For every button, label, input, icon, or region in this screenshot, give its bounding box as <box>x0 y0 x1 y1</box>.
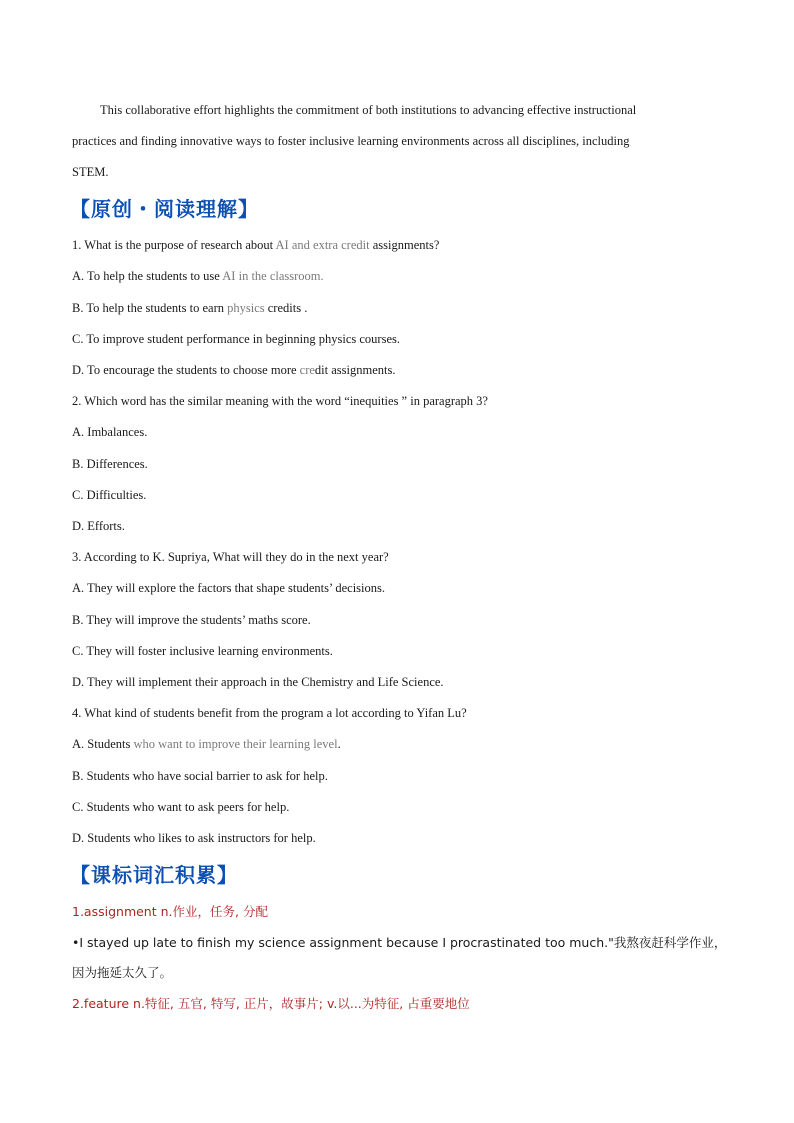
q3-option-b: B. They will improve the students’ maths score. <box>72 613 311 627</box>
q3-stem: 3. According to K. Supriya, What will they do in the next year? <box>72 550 389 564</box>
intro-line-2: practices and finding innovative ways to foster inclusive learning environments across all disciplines, including <box>72 134 630 148</box>
q2-option-a: A. Imbalances. <box>72 425 148 439</box>
q1-option-b-text: B. To help the students to earn <box>72 301 228 315</box>
q1-option-b-highlight: physics <box>227 301 265 315</box>
q2-option-b: B. Differences. <box>72 457 148 471</box>
q4-option-c: C. Students who want to ask peers for help. <box>72 800 290 814</box>
q1-stem-tail: assignments? <box>369 238 440 252</box>
vocab-term-1: 1.assignment n.作业，任务, 分配 <box>72 904 268 919</box>
q1-stem-highlight: AI and extra credit <box>275 238 370 252</box>
q4-option-a-tail: . <box>337 737 341 751</box>
q1-option-d-highlight: cre <box>299 363 315 377</box>
vocab-example-1: •I stayed up late to finish my science assignment because I procrastinated too much."我熬夜赶科学作业，因为拖延太久了。 <box>72 935 727 980</box>
vocab-term-2: 2.feature n.特征, 五官, 特写, 正片，故事片; v.以...为特征, 占重要地位 <box>72 996 470 1011</box>
section-heading-reading: 【原创・阅读理解】 <box>70 197 259 221</box>
q3-option-d: D. They will implement their approach in the Chemistry and Life Science. <box>72 675 444 689</box>
q1-option-b <box>72 300 307 316</box>
q1-stem <box>72 237 439 253</box>
section-heading-vocabulary: 【课标词汇积累】 <box>70 863 238 887</box>
q1-option-a-highlight: AI in the classroom. <box>222 269 324 283</box>
intro-line-1: This collaborative effort highlights the commitment of both institutions to advancing effective instructional <box>100 103 637 117</box>
q1-option-d-text: D. To encourage the students to choose more <box>72 363 300 377</box>
q4-option-b: B. Students who have social barrier to ask for help. <box>72 769 328 783</box>
q1-option-c: C. To improve student performance in beginning physics courses. <box>72 332 400 346</box>
q3-option-a: A. They will explore the factors that shape students’ decisions. <box>72 581 386 595</box>
q1-option-a <box>72 268 324 284</box>
q1-option-a-text: A. To help the students to use <box>72 269 223 283</box>
q4-option-a <box>72 736 341 752</box>
q4-stem: 4. What kind of students benefit from the program a lot according to Yifan Lu? <box>72 706 467 720</box>
q1-stem-text: 1. What is the purpose of research about <box>72 238 276 252</box>
q4-option-a-highlight: who want to improve their learning level <box>133 737 338 751</box>
intro-line-3: STEM. <box>72 165 109 179</box>
q2-stem: 2. Which word has the similar meaning with the word “inequities ” in paragraph 3? <box>72 394 488 408</box>
q1-option-b-tail: credits . <box>264 301 308 315</box>
q1-option-d-tail: dit assignments. <box>314 363 396 377</box>
q2-option-d: D. Efforts. <box>72 519 125 533</box>
q1-option-d <box>72 362 395 378</box>
q2-option-c: C. Difficulties. <box>72 488 147 502</box>
q4-option-a-text: A. Students <box>72 737 134 751</box>
q4-option-d: D. Students who likes to ask instructors for help. <box>72 831 316 845</box>
q3-option-c: C. They will foster inclusive learning environments. <box>72 644 333 658</box>
